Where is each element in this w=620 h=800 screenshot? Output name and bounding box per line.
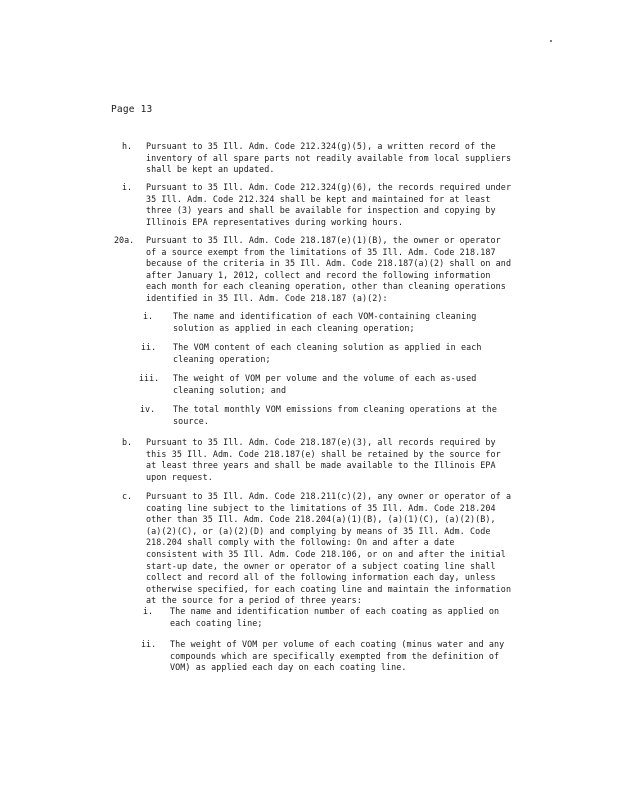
subitem-label: iii.: [139, 373, 160, 383]
text-line: The weight of VOM per volume of each coating (minus water and any: [170, 639, 505, 649]
text-line: after January 1, 2012, collect and record the following information: [146, 269, 491, 280]
subparagraph-20a-iv: [173, 404, 497, 427]
subitem-label: ii.: [141, 342, 157, 352]
item-label: h.: [122, 141, 133, 151]
text-line: Pursuant to 35 Ill. Adm. Code 218.187(e)(1)(B), the owner or operator: [146, 235, 501, 245]
text-line: cleaning operation;: [173, 353, 271, 364]
paragraph-20a: [146, 235, 511, 305]
text-line: shall be kept an updated.: [146, 164, 275, 175]
text-line: compounds which are specifically exempted from the definition of: [170, 650, 500, 661]
subitem-label: i.: [143, 311, 154, 321]
scan-speck: [550, 40, 552, 42]
text-line: because of the criteria in 35 Ill. Adm. Code 218.187(a)(2) shall on and: [146, 258, 512, 269]
text-line: at the source for a period of three years:: [146, 595, 362, 606]
item-label: i.: [122, 182, 133, 192]
text-line: Pursuant to 35 Ill. Adm. Code 212.324(g)(6), the records required under: [146, 182, 512, 192]
item-label: b.: [122, 437, 133, 447]
text-line: coating line subject to the limitations of 35 Ill. Adm. Code 218.204: [146, 502, 496, 513]
paragraph-i: [146, 182, 511, 228]
text-line: The name and identification of each VOM-containing cleaning: [173, 311, 477, 321]
subparagraph-20a-ii: [173, 342, 482, 365]
paragraph-b: [146, 437, 501, 483]
text-line: each month for each cleaning operation, other than cleaning operations: [146, 281, 506, 292]
text-line: consistent with 35 Ill. Adm. Code 218.106, or on and after the initial: [146, 548, 506, 559]
text-line: cleaning solution; and: [173, 384, 287, 395]
text-line: (a)(2)(C), or (a)(2)(D) and complying by means of 35 Ill. Adm. Code: [146, 525, 491, 536]
text-line: inventory of all spare parts not readily available from local suppliers: [146, 152, 512, 163]
subparagraph-c-ii: [170, 639, 504, 674]
text-line: each coating line;: [170, 617, 263, 628]
paragraph-h: [146, 141, 511, 176]
text-line: source.: [173, 415, 209, 426]
subitem-label: iv.: [140, 404, 156, 414]
text-line: otherwise specified, for each coating line and maintain the information: [146, 583, 512, 594]
text-line: Illinois EPA representatives during working hours.: [146, 216, 404, 227]
text-line: 218.204 shall comply with the following: On and after a date: [146, 537, 455, 548]
text-line: start-up date, the owner or operator of a subject coating line shall: [146, 560, 496, 571]
subitem-label: ii.: [141, 639, 157, 649]
page-header: Page 13: [111, 104, 153, 115]
text-line: this 35 Ill. Adm. Code 218.187(e) shall be retained by the source for: [146, 448, 501, 459]
item-label: 20a.: [114, 235, 135, 245]
subparagraph-c-i: [170, 606, 499, 629]
text-line: collect and record all of the following information each day, unless: [146, 572, 496, 583]
text-line: Pursuant to 35 Ill. Adm. Code 212.324(g)(5), a written record of the: [146, 141, 496, 151]
text-line: Pursuant to 35 Ill. Adm. Code 218.211(c)(2), any owner or operator of a: [146, 491, 512, 501]
text-line: The total monthly VOM emissions from cleaning operations at the: [173, 404, 497, 414]
text-line: of a source exempt from the limitations of 35 Ill. Adm. Code 218.187: [146, 246, 496, 257]
subparagraph-20a-i: [173, 311, 476, 334]
subitem-label: i.: [143, 606, 154, 616]
text-line: upon request.: [146, 471, 213, 482]
text-line: three (3) years and shall be available for inspection and copying by: [146, 205, 496, 216]
subparagraph-20a-iii: [173, 373, 476, 396]
text-line: at least three years and shall be made available to the Illinois EPA: [146, 460, 496, 471]
text-line: 35 Ill. Adm. Code 212.324 shall be kept and maintained for at least: [146, 193, 491, 204]
text-line: solution as applied in each cleaning operation;: [173, 322, 415, 333]
text-line: The weight of VOM per volume and the volume of each as-used: [173, 373, 477, 383]
text-line: Pursuant to 35 Ill. Adm. Code 218.187(e)(3), all records required by: [146, 437, 496, 447]
text-line: VOM) as applied each day on each coating line.: [170, 662, 407, 673]
text-line: The VOM content of each cleaning solution as applied in each: [173, 342, 482, 352]
text-line: other than 35 Ill. Adm. Code 218.204(a)(1)(B), (a)(1)(C), (a)(2)(B),: [146, 514, 496, 525]
text-line: The name and identification number of each coating as applied on: [170, 606, 500, 616]
paragraph-c: [146, 491, 511, 607]
text-line: identified in 35 Ill. Adm. Code 218.187 (a)(2):: [146, 292, 388, 303]
item-label: c.: [122, 491, 133, 501]
